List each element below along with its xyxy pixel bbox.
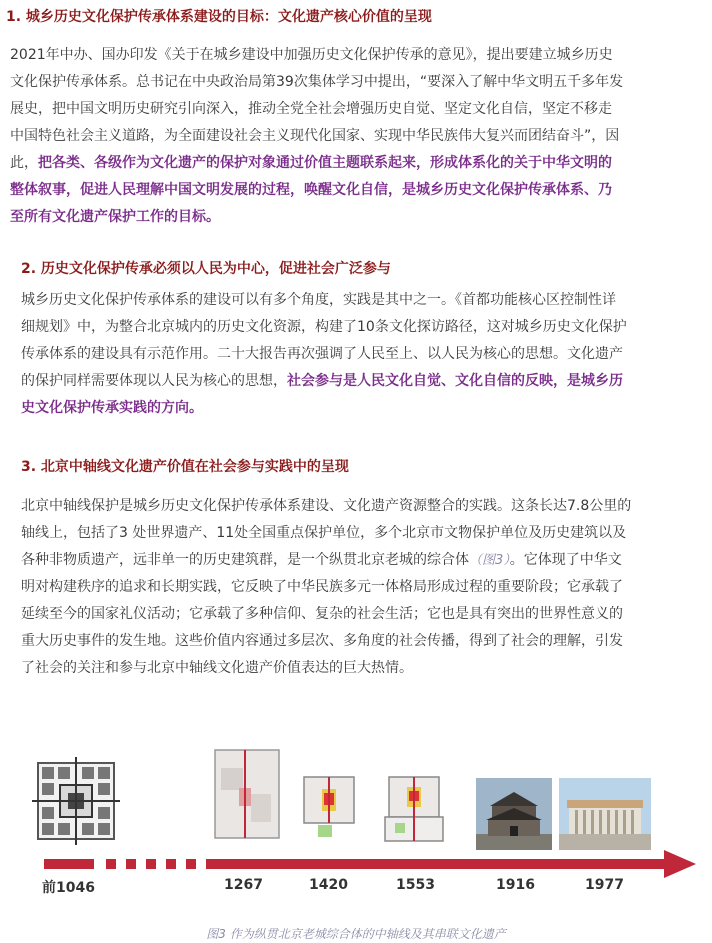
highlighted-text: 整体叙事，促进人民理解中国文明发展的过程，唤醒文化自信，是城乡历史文化保护传承体系、乃 (10, 182, 612, 198)
body-text: 传承体系的建设具有示范作用。二十大报告再次强调了人民至上、以人民为核心的思想。文化遗产 (21, 346, 623, 362)
body-text: 的保护同样需要体现以人民为核心的思想， (21, 373, 287, 389)
paragraph-line (10, 69, 702, 96)
paragraph-line (10, 177, 702, 204)
paragraph-line (21, 493, 712, 520)
paragraph-line (21, 287, 712, 314)
year-label: 1420 (309, 877, 348, 893)
body-text: 细规划》中，为整合北京城内的历史文化资源，构建了10条文化探访路径，这对城乡历史文化保护 (21, 319, 627, 335)
paragraph-line (10, 204, 702, 231)
ancient-city-plan-image (32, 757, 120, 845)
highlighted-text: 史文化保护传承实践的方向。 (21, 400, 203, 416)
paragraph-line (21, 655, 712, 682)
highlighted-text: 把各类、各级作为文化遗产的保护对象通过价值主题联系起来，形成体系化的关于中华文明的 (38, 155, 612, 171)
section-1-heading: 1. 城乡历史文化保护传承体系建设的目标：文化遗产核心价值的呈现 (6, 9, 432, 25)
body-text: 展史，把中国文明历史研究引向深入，推动全党全社会增强历史自觉、坚定文化自信，坚定不移走 (10, 101, 612, 117)
paragraph-line (10, 96, 702, 123)
body-text: 2021年中办、国办印发《关于在城乡建设中加强历史文化保护传承的意见》，提出要建立城乡历史 (10, 47, 613, 63)
year-label: 前1046 (42, 880, 95, 896)
timeline-arrow (40, 848, 700, 880)
paragraph-line (21, 628, 712, 655)
body-text: 了社会的关注和参与北京中轴线文化遗产价值表达的巨大热情。 (21, 660, 413, 676)
body-text: 明对构建秩序的追求和长期实践，它反映了中华民族多元一体格局形成过程的重要阶段；它承载了 (21, 579, 623, 595)
highlighted-text: 至所有文化遗产保护工作的目标。 (10, 209, 220, 225)
year-label: 1553 (396, 877, 435, 893)
highlighted-text: 社会参与是人民文化自觉、文化自信的反映，是城乡历 (287, 373, 623, 389)
ming-outer-city-plan-image (383, 775, 445, 845)
section-2-heading: 2. 历史文化保护传承必须以人民为中心，促进社会广泛参与 (21, 261, 391, 277)
section-3-heading: 3. 北京中轴线文化遗产价值在社会参与实践中的呈现 (21, 459, 349, 475)
paragraph-line (10, 42, 702, 69)
paragraph-line (21, 574, 712, 601)
zhengyangmen-gate-photo (476, 778, 552, 850)
paragraph-line (21, 314, 712, 341)
figure-caption: 图3 作为纵贯北京老城综合体的中轴线及其串联文化遗产 (206, 927, 506, 941)
body-text: 各种非物质遗产，远非单一的历史建筑群，是一个纵贯北京老城的综合体 (21, 552, 469, 568)
paragraph-line (10, 150, 702, 177)
paragraph-line (21, 395, 712, 422)
year-label: 1977 (585, 877, 624, 893)
body-text: 此， (10, 155, 38, 171)
body-text: 城乡历史文化保护传承体系的建设可以有多个角度，实践是其中之一。《首都功能核心区控制性详 (21, 292, 616, 308)
figure-reference: （图3） (469, 553, 510, 568)
paragraph-line (21, 368, 712, 395)
body-text: 延续至今的国家礼仪活动；它承载了多种信仰、复杂的社会生活；它也是具有突出的世界性意义的 (21, 606, 623, 622)
section-3-paragraph (21, 493, 712, 682)
body-text: 重大历史事件的发生地。这些价值内容通过多层次、多角度的社会传播，得到了社会的理解，引发 (21, 633, 623, 649)
section-1-paragraph (10, 42, 702, 231)
body-text: 文化保护传承体系。总书记在中央政治局第39次集体学习中提出，“要深入了解中华文明五千多年发 (10, 74, 624, 90)
section-2-paragraph (21, 287, 712, 422)
paragraph-line (21, 547, 712, 574)
year-label: 1916 (496, 877, 535, 893)
paragraph-line (21, 341, 712, 368)
yuan-dadu-plan-image (213, 748, 281, 840)
body-text: 。它体现了中华文 (509, 552, 622, 568)
year-label: 1267 (224, 877, 263, 893)
paragraph-line (21, 520, 712, 547)
mausoleum-photo (559, 778, 651, 850)
body-text: 北京中轴线保护是城乡历史文化保护传承体系建设、文化遗产资源整合的实践。这条长达7.8公里的 (21, 498, 632, 514)
body-text: 中国特色社会主义道路，为全面建设社会主义现代化国家、实现中华民族伟大复兴而团结奋斗”，因 (10, 128, 620, 144)
ming-beijing-plan-image (302, 775, 356, 841)
paragraph-line (21, 601, 712, 628)
paragraph-line (10, 123, 702, 150)
body-text: 轴线上，包括了3 处世界遗产、11处全国重点保护单位，多个北京市文物保护单位及历史建筑以及 (21, 525, 627, 541)
